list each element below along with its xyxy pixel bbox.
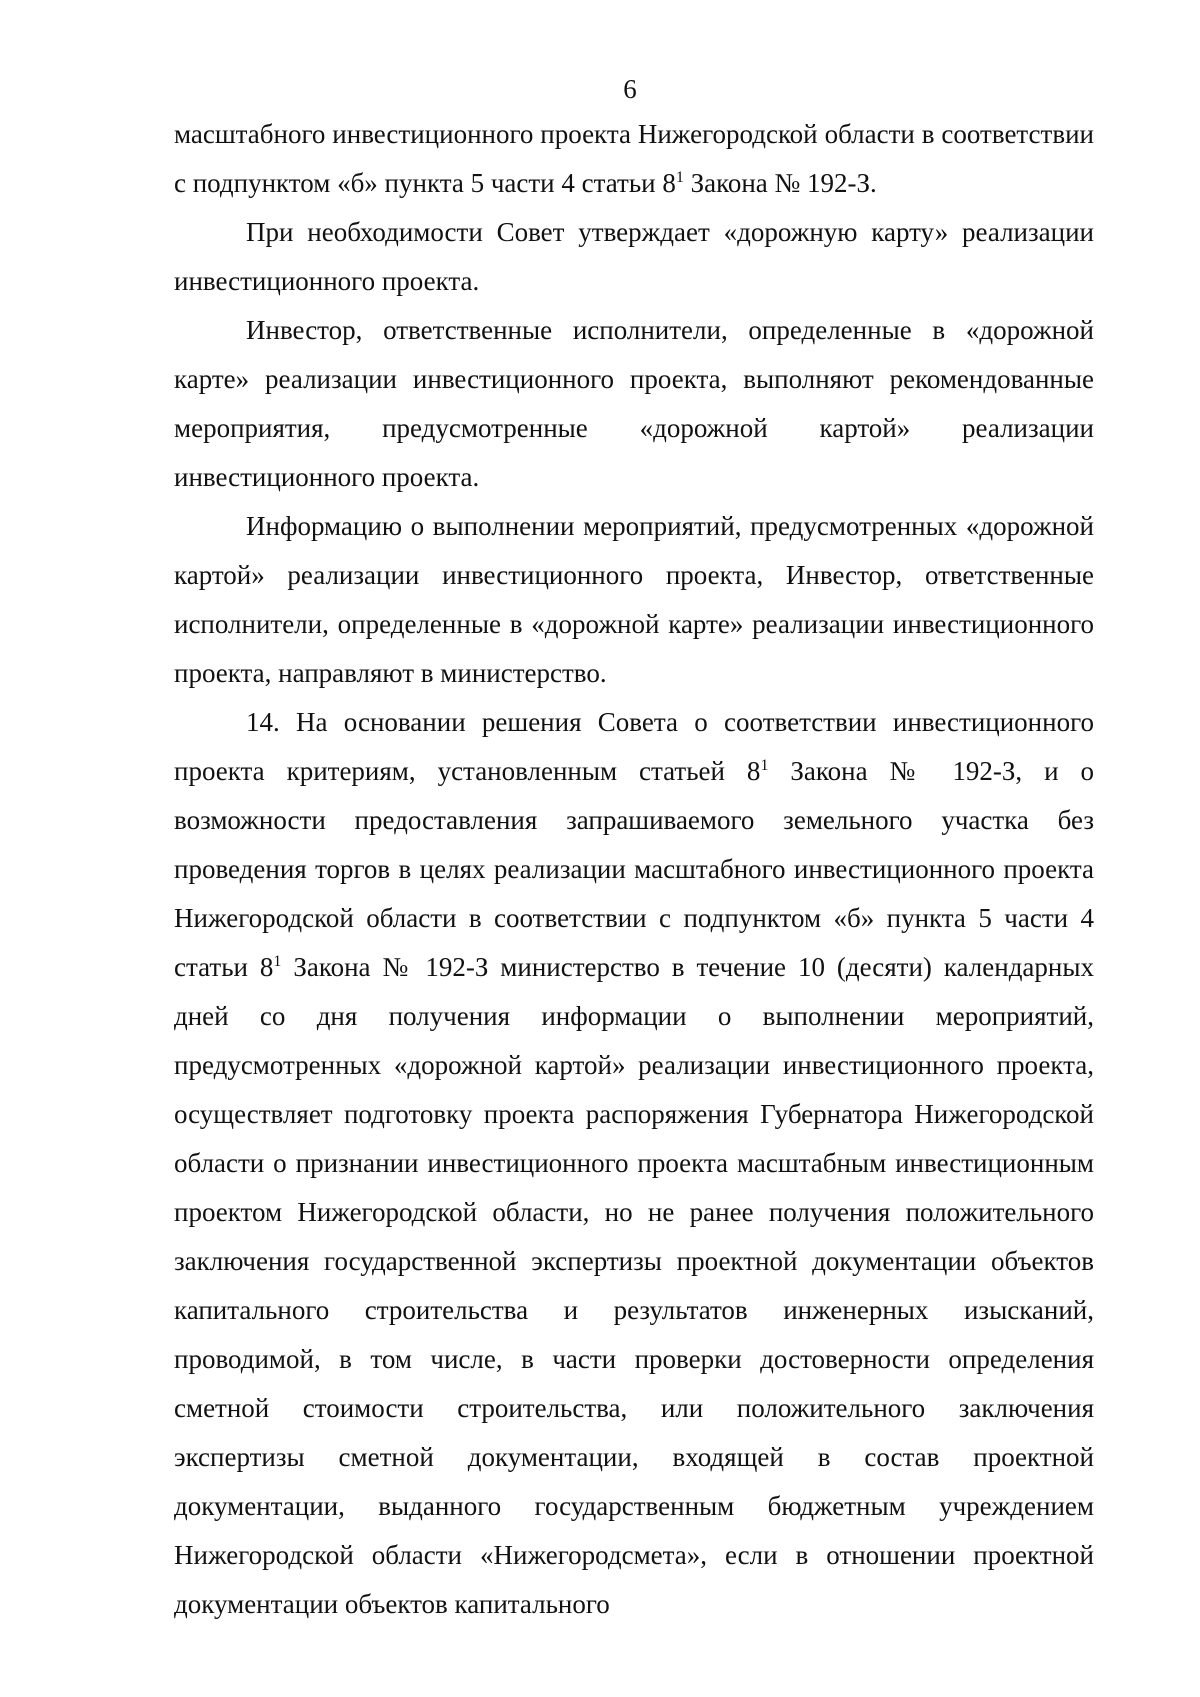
paragraph-2: При необходимости Совет утверждает «дорожную карту» реализации инвестиционного проекта. (174, 217, 1094, 296)
paragraph-3: Инвестор, ответственные исполнители, определенные в «дорожной карте» реализации инвестиционного проекта, выполняют рекомендованные мероприятия, предусмотренные «дорожной картой» реализации инвестиционного проекта. (174, 315, 1094, 492)
paragraph-5-text-c: Закона № 192-З министерство в течение 10 (десяти) календарных дней со дня получения информации о выполнении мероприятий, предусмотренных «дорожной картой» реализации инвестиционного проекта, осуществляет подготовку проекта распоряжения Губернатора Нижегородской области о признании инвестиционного проекта масштабным инвестиционным проектом Нижегородской области, но не ранее получения положительного заключения государственной экспертизы проектной документации объектов капитального строительства и результатов инженерных изысканий, проводимой, в том числе, в части проверки достоверности определения сметной стоимости строительства, или положительного заключения экспертизы сметной документации, входящей в состав проектной документации, выданного государственным бюджетным учреждением Нижегородской области «Нижегородсмета», если в отношении проектной документации объектов капитального (174, 952, 1094, 1619)
paragraph-4: Информацию о выполнении мероприятий, предусмотренных «дорожной картой» реализации инвестиционного проекта, Инвестор, ответственные исполнители, определенные в «дорожной карте» реализации инвестиционного проекта, направляют в министерство. (174, 511, 1094, 688)
paragraph-1-superscript: 1 (675, 169, 684, 186)
document-body (174, 110, 1094, 1629)
paragraph-5-superscript-1: 1 (760, 757, 769, 774)
paragraph-5-text-a: 14. На основании решения Совета о соответствии инвестиционного проекта критериям, установленным статьей 8 (174, 707, 1094, 786)
page-number: 6 (623, 74, 637, 104)
paragraph-1 (174, 110, 1094, 208)
paragraph-1-text-a: масштабного инвестиционного проекта Нижегородской области в соответствии с подпунктом «б» пункта 5 части 4 статьи 8 (174, 119, 1094, 198)
paragraph-5 (174, 698, 1094, 1629)
paragraph-1-text-b: Закона № 192-З. (683, 168, 877, 198)
paragraph-5-text-b: Закона № 192-З, и о возможности предоставления запрашиваемого земельного участка без проведения торгов в целях реализации масштабного инвестиционного проекта Нижегородской области в соответствии с подпунктом «б» пункта 5 части 4 статьи 8 (174, 756, 1095, 982)
paragraph-5-superscript-2: 1 (273, 953, 282, 970)
